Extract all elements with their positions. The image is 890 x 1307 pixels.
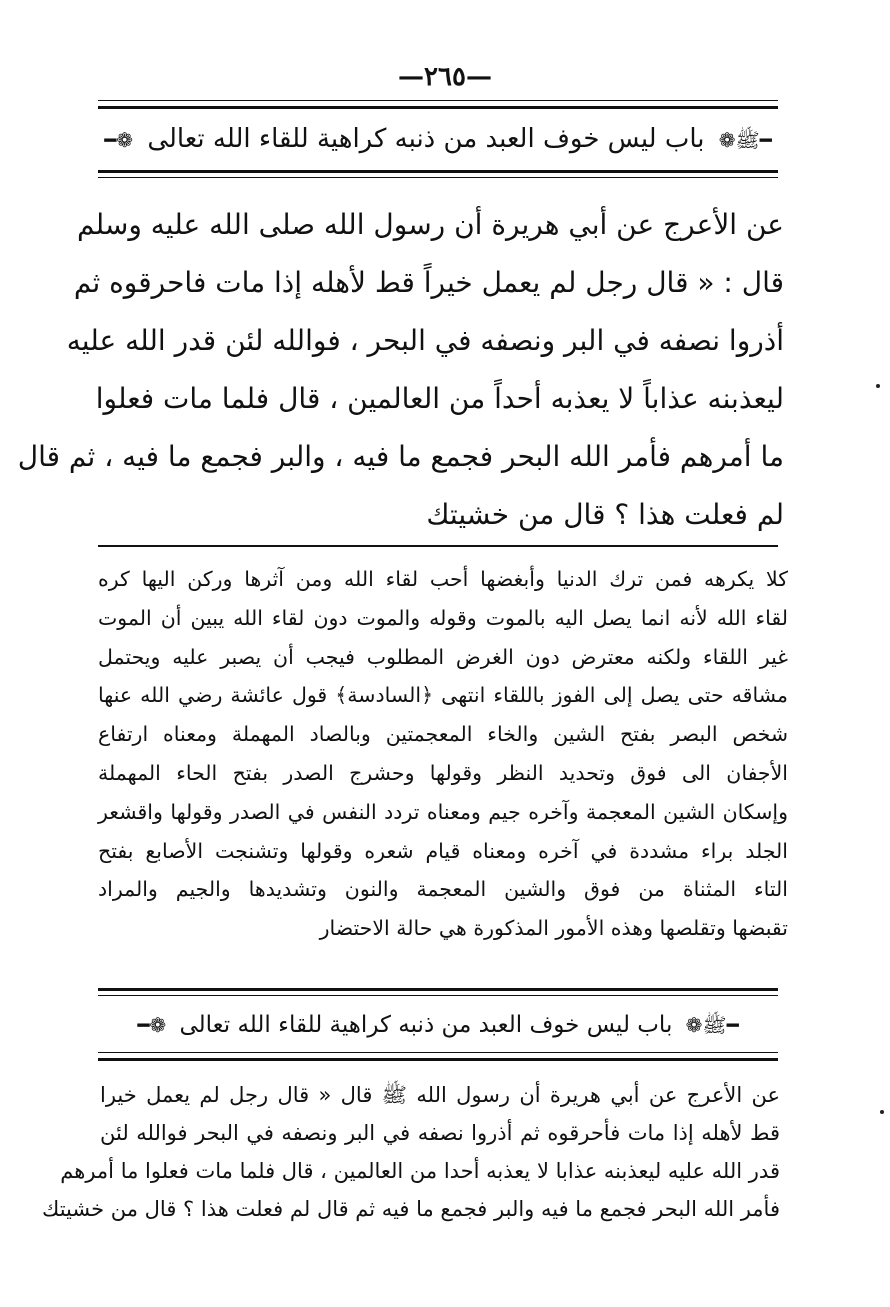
heading-ornament-right: ━ﷺ❁ — [718, 128, 772, 152]
heading-rule-thick — [98, 170, 778, 173]
hadith-plain-line: عن الأعرج عن أبي هريرة أن رسول الله ﷺ قال « قال رجل لم يعمل خيرا — [100, 1083, 780, 1107]
commentary-line: مشاقه حتى يصل إلى الفوز باللقاء انتهى ﴿السادسة﴾ قول عائشة رضي الله عنها — [98, 683, 788, 708]
hadith-line: أذروا نصفه في البر ونصفه في البحر ، فوالله لئن قدر الله عليه — [66, 324, 784, 357]
commentary-line: وإسكان الشين المعجمة وآخره جيم ومعناه تردد النفس في الصدر وقولها واقشعر — [98, 799, 788, 824]
heading-rule-thin — [98, 1052, 778, 1053]
commentary-line: الجلد براء مشددة في آخره ومعناه قيام شعره وقولها وتشنجت الأصابع بفتح — [98, 838, 788, 863]
commentary-line: لقاء الله لأنه انما يصل اليه بالموت وقوله والموت دون لقاء الله يبين أن الموت — [98, 605, 788, 630]
top-rule-thin — [98, 100, 778, 101]
heading-ornament-left: ❁━ — [104, 128, 134, 152]
heading-ornament-right: ━ﷺ❁ — [685, 1013, 739, 1037]
heading-rule-thick — [98, 1058, 778, 1061]
page-number: —٢٦٥— — [398, 62, 492, 92]
hadith-line: عن الأعرج عن أبي هريرة أن رسول الله صلى الله عليه وسلم — [77, 208, 784, 241]
margin-dot — [880, 1110, 884, 1114]
heading-ornament-left: ❁━ — [137, 1013, 167, 1037]
hadith-line: ليعذبنه عذاباً لا يعذبه أحداً من العالمين ، قال فلما مات فعلوا — [95, 382, 784, 415]
section-rule-thin — [98, 995, 778, 996]
commentary-separator-rule — [98, 545, 778, 547]
section-rule-thick — [98, 988, 778, 991]
chapter-heading-top — [98, 124, 778, 157]
hadith-line: قال : « قال رجل لم يعمل خيراً قط لأهله إذا مات فاحرقوه ثم — [73, 266, 784, 299]
hadith-line: لم فعلت هذا ؟ قال من خشيتك — [426, 498, 784, 531]
commentary-text — [98, 560, 788, 948]
hadith-plain-line: قدر الله عليه ليعذبنه عذابا لا يعذبه أحدا من العالمين ، قال فلما مات فعلوا ما أمرهم — [60, 1159, 780, 1183]
commentary-line: تقبضها وتقلصها وهذه الأمور المذكورة هي حالة الاحتضار — [319, 916, 788, 941]
chapter-heading-text: باب ليس خوف العبد من ذنبه كراهية للقاء الله تعالى — [179, 1012, 673, 1038]
commentary-line: التاء المثناة من فوق والشين المعجمة والنون وتشديدها والجيم والمراد — [98, 877, 788, 902]
chapter-heading-text: باب ليس خوف العبد من ذنبه كراهية للقاء الله تعالى — [147, 124, 705, 154]
hadith-plain-line: قط لأهله إذا مات فأحرقوه ثم أذروا نصفه في البر ونصفه في البحر فوالله لئن — [100, 1121, 780, 1145]
hadith-plain-text — [42, 1076, 780, 1228]
commentary-line: كلا يكرهه فمن ترك الدنيا وأبغضها أحب لقاء الله ومن آثرها وركن اليها كره — [98, 567, 788, 591]
commentary-line: شخص البصر بفتح الشين والخاء المعجمتين وبالصاد المهملة ومعناه ارتفاع — [98, 722, 788, 747]
hadith-plain-line: فأمر الله البحر فجمع ما فيه والبر فجمع ما فيه ثم قال لم فعلت هذا ؟ قال من خشيتك — [42, 1197, 780, 1221]
hadith-line: ما أمرهم فأمر الله البحر فجمع ما فيه ، والبر فجمع ما فيه ، ثم قال — [17, 440, 784, 473]
commentary-line: غير اللقاء ولكنه معترض دون الغرض المطلوب فيجب أن يصبر عليه ويحتمل — [98, 644, 788, 669]
heading-rule-thin — [98, 177, 778, 178]
hadith-vocalized-text — [17, 196, 784, 544]
chapter-heading-bottom — [98, 1012, 778, 1042]
top-rule-thick — [98, 106, 778, 109]
commentary-line: الأجفان الى فوق وتحديد النظر وقولها وحشرج الصدر بفتح الحاء المهملة — [98, 760, 788, 785]
margin-dot — [876, 384, 880, 388]
